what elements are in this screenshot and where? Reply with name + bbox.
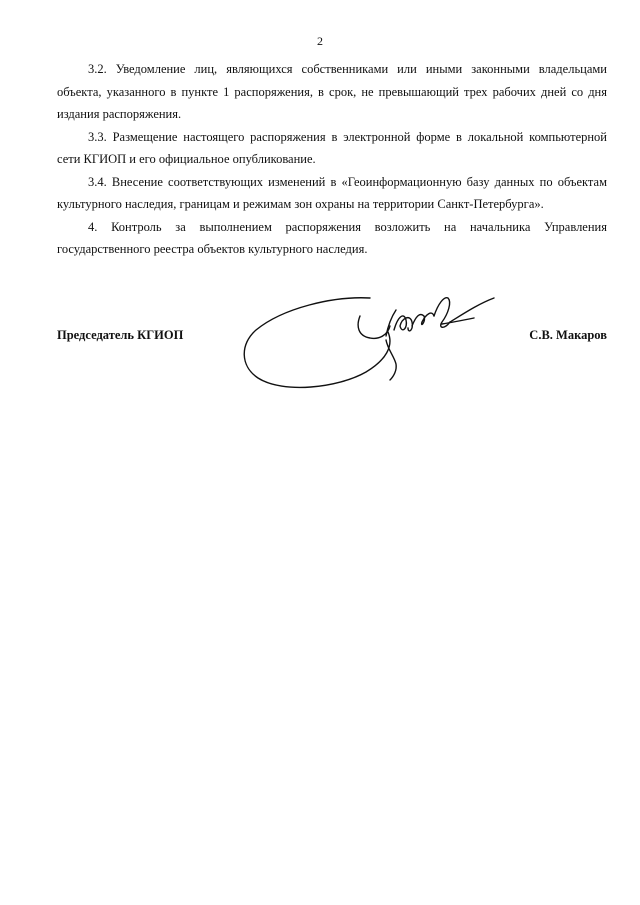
paragraph-3-2: 3.2. Уведомление лиц, являющихся собственниками или иными законными владельцами объекта, указанного в пункте 1 распоряжения, в срок, не превышающий трех рабочих дней со дня издания распоряжения. [57,62,607,121]
paragraph-3-3: 3.3. Размещение настоящего распоряжения в электронной форме в локальной компьютерной сети КГИОП и его официальное опубликование. [57,129,607,166]
paragraph-3-4: 3.4. Внесение соответствующих изменений в «Геоинформационную базу данных по объектам культурного наследия, границам и режимам зон охраны на территории Санкт-Петербурга». [57,174,607,211]
page-number: 2 [317,34,323,48]
signatory-name: С.В. Макаров [529,328,607,342]
handwritten-signature [238,286,500,392]
signatory-title: Председатель КГИОП [57,328,184,342]
paragraph-4: 4. Контроль за выполнением распоряжения возложить на начальника Управления государственного реестра объектов культурного наследия. [57,219,607,256]
document-body [57,58,607,261]
